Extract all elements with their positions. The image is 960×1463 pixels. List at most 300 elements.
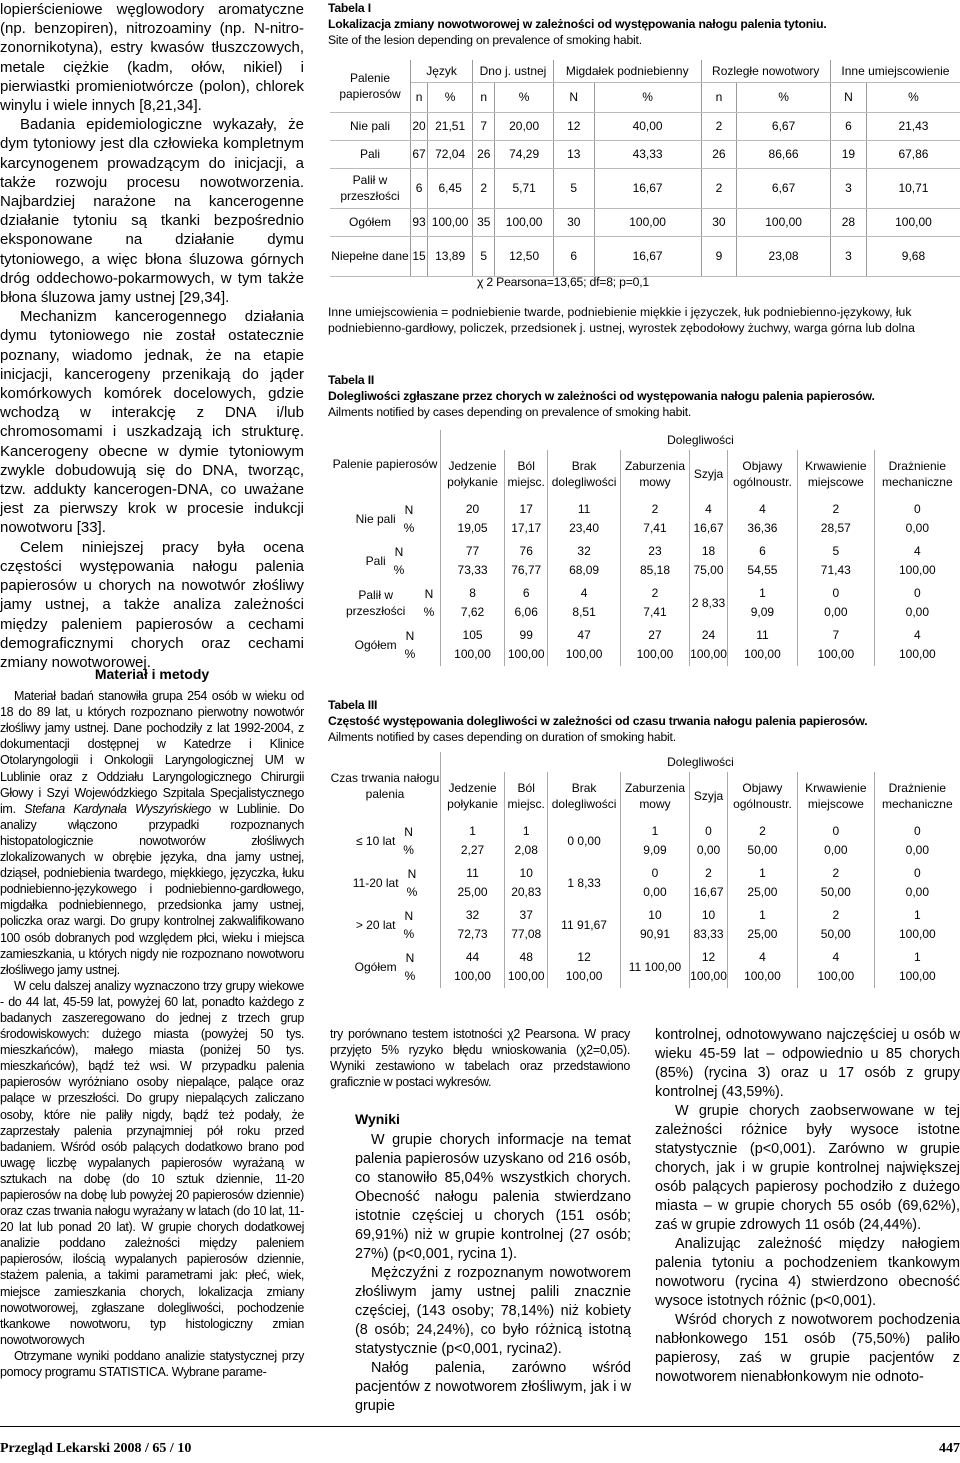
cell: 20	[411, 112, 428, 140]
row-label-text: Pali	[365, 554, 386, 568]
journal-name: Przegląd Lekarski 2008 / 65 / 10	[0, 1441, 192, 1456]
cell: 74,29	[495, 140, 554, 168]
cell-n: 2	[651, 586, 659, 600]
cell: 26	[473, 140, 495, 168]
cell-n: 4	[759, 502, 766, 516]
cell	[798, 582, 875, 624]
cell-pct: 100,00	[636, 647, 674, 661]
cell: 2	[701, 168, 737, 208]
col-header: Zaburzenia mowy	[620, 450, 689, 498]
cell-n: 4	[913, 628, 921, 642]
cell-pct: 100,00	[507, 647, 545, 661]
col-header: Jedzenie połykanie	[441, 450, 505, 498]
table-row	[330, 498, 960, 540]
cell: 30	[553, 208, 594, 236]
cell	[798, 904, 875, 946]
cell: 16,67	[594, 168, 701, 208]
paragraph	[0, 688, 304, 978]
n-pct-marker: N %	[423, 587, 435, 619]
cell-pct: 72,73	[457, 927, 488, 941]
cell: 19	[830, 140, 866, 168]
cell-n: 2	[832, 866, 840, 880]
cell-n: 32	[465, 908, 480, 922]
cell-n: 6	[522, 586, 530, 600]
cell-pct: 68,09	[569, 563, 600, 577]
cell	[548, 946, 620, 988]
cell: 21,43	[866, 112, 960, 140]
table-row	[330, 236, 960, 276]
col-header: Brak dolegliwości	[548, 772, 620, 820]
cell-n: 20	[465, 502, 480, 516]
paragraph: Analizując zależność między nałogiem palenia tytoniu a pochodzeniem tkankowym nowotworu (rycina 4) stwierdzono obecność wysoce istotnych różnic (p<0,001).	[655, 1236, 960, 1309]
cell: 67,86	[866, 140, 960, 168]
cell-n: 4	[759, 950, 766, 964]
cell-pct: 83,33	[693, 927, 724, 941]
paragraph: kontrolnej, odnotowywano najczęściej u osób w wieku 45-59 lat – odpowiednio u 85 chorych (85%) (rycina 3) oraz u 17 osób z grupy kontrolnej (43,59%).	[655, 1027, 960, 1100]
cell-pct: 54,55	[747, 563, 778, 577]
cell-n: 4	[832, 950, 840, 964]
cell	[620, 624, 689, 666]
table-row	[330, 540, 960, 582]
row-label: Nie pali	[330, 112, 411, 140]
paragraph: Mężczyźni z rozpoznanym nowotworem złośliwym jamy ustnej palili znacznie częściej, (143 osoby; 78,14%) niż kobiety (8 osób; 24,24%), co było różnicą istotną statystycznie (p<0,001, rycina2).	[355, 1265, 631, 1357]
sub-header: n	[411, 82, 428, 112]
cell-n: 5	[832, 544, 840, 558]
cell-n: 0	[913, 586, 921, 600]
n-pct-marker: N %	[403, 503, 415, 535]
section-heading: Wyniki	[355, 1111, 400, 1127]
cell-n: 0	[651, 866, 659, 880]
col-header: Ból miejsc.	[505, 772, 548, 820]
cell-pct: 0,00	[643, 885, 667, 899]
row-label	[330, 582, 441, 624]
cell-n: 2	[832, 502, 840, 516]
cell-pct: 100,00	[690, 969, 727, 983]
cell-pct: 36,36	[747, 521, 778, 535]
table1-note: Inne umiejscowienia = podniebienie twarde, podniebienie miękkie i języczek, łuk podniebienno-językowy, łuk podniebienno-gardłowy, policzek, przedsionek j. ustnej, wyrostek zębodołowy żuchwy, warga górna lub dolna	[328, 305, 915, 335]
group-header: Dolegliwości	[667, 433, 734, 447]
cell-n: 0	[832, 586, 840, 600]
cell: 28	[830, 208, 866, 236]
table-title-en: Site of the lesion depending on prevalence of smoking habit.	[328, 33, 642, 47]
cell-n: 0	[705, 824, 712, 838]
cell-pct: 100,00	[898, 563, 936, 577]
cell-n: 1	[469, 824, 476, 838]
cell	[441, 540, 505, 582]
cell-n: 99	[519, 628, 533, 642]
cell: 86,66	[737, 140, 831, 168]
cell-pct: 100,00	[507, 969, 545, 983]
row-label	[330, 904, 441, 946]
stat-methods-text	[330, 1026, 630, 1090]
n-pct-marker: N %	[403, 909, 415, 941]
sub-header: %	[594, 82, 701, 112]
paragraph: Mechanizm kancerogennego działania dymu tytoniowego nie został ostatecznie poznany, wiadomo jednak, że na etapie inicjacji, kancerogeny przenikają do jąder komórkowych komórek docelowych, gdzie wchodzą w interakcję z DNA i/lub chromosomami i uszkadzają ich strukturę. Kancerogeny obecne w dymie tytoniowym zwykle dobudowują się do DNA, tworząc, tzw. addukty kancerogen-DNA, co uważane jest za pierwszy krok w procesie indukcji nowotworu [33].	[0, 308, 304, 537]
row-label-text: Palił w przeszłości	[345, 588, 406, 618]
cell-pct: 100,00	[690, 647, 727, 661]
table-label: Tabela II	[328, 373, 375, 387]
row-label-text: ≤ 10 lat	[356, 834, 396, 848]
table-row	[330, 112, 960, 140]
row-label	[330, 498, 441, 540]
col-header: Krwawienie miejscowe	[798, 450, 875, 498]
cell	[441, 946, 505, 988]
text-italic: Stefana Kardynała Wyszyńskiego	[24, 801, 211, 816]
cell-pct: 25,00	[747, 927, 778, 941]
paragraph: Otrzymane wyniki poddano analizie statystycznej przy pomocy programu STATISTICA. Wybrane parame-	[0, 1348, 304, 1380]
cell-pct: 100,00	[565, 969, 603, 983]
col-header: Objawy ogólnoustr.	[727, 772, 797, 820]
cell-n: 6	[759, 544, 766, 558]
col-header: Drażnienie mechaniczne	[881, 781, 953, 811]
table-row	[330, 168, 960, 208]
cell	[727, 820, 797, 862]
cell-pct: 85,18	[639, 563, 670, 577]
cell: 100,00	[495, 208, 554, 236]
paragraph: lopierścieniowe węglowodory aromatyczne (np. benzopiren), nitrozoaminy (np. N-nitro-zonornikotyna), estry kwasów tłuszczowych, metale ciężkie (kadm, ołów, nikiel) i pierwiastki promieniotwórcze (polon), chlorek winylu i wiele innych [8,21,34].	[0, 1, 304, 115]
cell-n: 4	[913, 544, 921, 558]
cell: 6,45	[428, 168, 473, 208]
cell-pct: 0,00	[824, 843, 848, 857]
cell: 20,00	[495, 112, 554, 140]
cell-n: 1	[759, 866, 766, 880]
cell	[727, 498, 797, 540]
row-label: Niepełne dane	[330, 236, 411, 276]
cell	[798, 946, 875, 988]
cell	[620, 498, 689, 540]
cell: 5	[473, 236, 495, 276]
cell: 3	[830, 168, 866, 208]
n-pct-marker: N %	[403, 825, 414, 857]
cell	[798, 862, 875, 904]
cell-pct: 23,40	[569, 521, 600, 535]
cell-pct: 73,33	[457, 563, 488, 577]
footer-rule	[0, 1426, 960, 1427]
cell: 15	[411, 236, 428, 276]
row-header: Palenie papierosów	[330, 60, 411, 112]
cell-pct: 9,09	[643, 843, 667, 857]
cell	[441, 862, 505, 904]
table-row	[330, 862, 960, 904]
row-label-text: > 20 lat	[355, 918, 396, 932]
cell: 35	[473, 208, 495, 236]
col-header: Język	[411, 60, 473, 82]
n-pct-marker: N %	[393, 545, 405, 577]
row-label: Pali	[330, 140, 411, 168]
cell: 5,71	[495, 168, 554, 208]
cell-pct: 100,00	[454, 969, 491, 983]
cell-n: 4	[705, 502, 712, 516]
cell	[874, 820, 960, 862]
cell-pct: 50,00	[747, 843, 778, 857]
cell: 5	[553, 168, 594, 208]
cell	[505, 862, 548, 904]
cell-pct: 0,00	[905, 605, 929, 619]
cell-pct: 17,17	[511, 521, 542, 535]
cell-pct: 16,67	[693, 521, 724, 535]
table-title: Lokalizacja zmiany nowotworowej w zależności od występowania nałogu palenia tytoniu.	[328, 17, 827, 31]
col-header: Objawy ogólnoustr.	[727, 450, 797, 498]
cell	[620, 820, 689, 862]
methods-section	[0, 666, 304, 1380]
cell-n: 7	[832, 628, 840, 642]
cell: 3	[830, 236, 866, 276]
cell-n: 1	[913, 908, 921, 922]
row-label-text: Nie pali	[355, 512, 396, 526]
cell-pct: 100,00	[898, 927, 936, 941]
cell: 7	[473, 112, 495, 140]
col-header: Jedzenie połykanie	[441, 772, 505, 820]
cell	[690, 862, 728, 904]
cell: 6,67	[737, 112, 831, 140]
col-header: Rozległe nowotwory	[701, 60, 830, 82]
cell-n: 77	[465, 544, 480, 558]
table2-caption	[328, 372, 960, 420]
cell	[620, 582, 689, 624]
table-label: Tabela III	[328, 698, 378, 712]
cell	[874, 862, 960, 904]
cell-n: 2	[651, 502, 659, 516]
row-label	[330, 862, 441, 904]
cell: 2	[701, 112, 737, 140]
cell-pct: 25,00	[747, 885, 778, 899]
cell: 6	[553, 236, 594, 276]
cell	[548, 498, 620, 540]
cell	[874, 624, 960, 666]
cell-n: 37	[519, 908, 533, 922]
cell	[727, 582, 797, 624]
paragraph: try porównano testem istotności χ2 Pearsona. W pracy przyjęto 5% ryzyko błędu wnioskowania (χ2=0,05). Wyniki zestawiono w tabelach oraz przedstawiono graficznie w postaci wykresów.	[330, 1027, 630, 1090]
cell	[798, 820, 875, 862]
cell-n: 1	[913, 950, 921, 964]
table2	[330, 430, 960, 666]
cell-pct: 25,00	[457, 885, 488, 899]
cell: 9	[701, 236, 737, 276]
cell	[505, 624, 548, 666]
cell	[874, 946, 960, 988]
cell	[690, 820, 728, 862]
cell: 23,08	[737, 236, 831, 276]
left-column	[0, 0, 304, 672]
cell: 12	[553, 112, 594, 140]
cell: 11 91,67	[548, 904, 620, 946]
cell-pct: 100,00	[744, 647, 781, 661]
text: w Lublinie. Do analizy włączono przypadki rozpoznanych histopatologicznie nowotworów złośliwych zlokalizowanych w obrębie języka, dna jamy ustnej, dziąseł, podniebienia twardego, miękkiego, języczka, łuku podniebienno-językowego i podniebienno-gardłowego, migdałka podniebiennego, przedsionka jamy ustnej, policzka oraz wargi. Do grupy kontrolnej zakwalifikowano 100 osób dobranych pod względem płci, wieku i miejsca zamieszkania, u których nigdy nie rozpoznano nowotworu złośliwego jamy ustnej.	[0, 801, 304, 977]
cell: 43,33	[594, 140, 701, 168]
col-header: Drażnienie mechaniczne	[881, 459, 953, 489]
n-pct-marker: N %	[404, 629, 416, 661]
right-column	[655, 1026, 960, 1387]
sub-header: %	[495, 82, 554, 112]
cell	[727, 862, 797, 904]
cell-pct: 100,00	[817, 969, 855, 983]
cell-n: 18	[701, 544, 716, 558]
cell	[441, 904, 505, 946]
col-header: Inne umiejscowienie	[830, 60, 960, 82]
cell-n: 0	[832, 824, 840, 838]
cell-n: 0	[913, 502, 921, 516]
table3-caption	[328, 697, 960, 745]
cell	[505, 540, 548, 582]
cell-pct: 7,41	[643, 521, 667, 535]
cell: 26	[701, 140, 737, 168]
cell-pct: 20,83	[511, 885, 542, 899]
cell: 0 0,00	[548, 820, 620, 862]
row-label-text: 11-20 lat	[352, 876, 399, 890]
col-header: Migdałek podniebienny	[553, 60, 701, 82]
sub-header: N	[553, 82, 594, 112]
row-label: Palił w przeszłości	[330, 168, 411, 208]
cell-n: 24	[701, 628, 716, 642]
cell	[690, 946, 728, 988]
paragraph: Celem niniejszej pracy była ocena częstości występowania nałogu palenia papierosów u chorych na nowotwór złośliwy jamy ustnej, a także analiza zależności między paleniem papierosów a cechami demograficznymi chorych oraz cechami zmiany nowotworowej.	[0, 538, 304, 671]
cell-pct: 0,00	[696, 843, 721, 857]
cell: 12,50	[495, 236, 554, 276]
cell	[548, 540, 620, 582]
cell	[798, 540, 875, 582]
table-label: Tabela I	[328, 1, 371, 15]
table-row	[330, 624, 960, 666]
cell-n: 4	[580, 586, 588, 600]
row-label-text: Ogółem	[354, 960, 397, 974]
cell-n: 10	[648, 908, 662, 922]
group-header: Dolegliwości	[667, 755, 734, 769]
cell	[874, 582, 960, 624]
col-header: Szyja	[690, 772, 728, 820]
cell-pct: 28,57	[820, 521, 851, 535]
cell-n: 48	[519, 950, 533, 964]
cell	[441, 498, 505, 540]
row-label	[330, 540, 441, 582]
cell-pct: 2,27	[460, 843, 485, 857]
cell-pct: 7,62	[460, 605, 485, 619]
sub-header: %	[428, 82, 473, 112]
cell	[690, 498, 728, 540]
col-header: Ból miejsc.	[505, 450, 548, 498]
cell: 100,00	[737, 208, 831, 236]
n-pct-marker: N %	[406, 867, 418, 899]
cell	[690, 540, 728, 582]
cell-n: 0	[913, 866, 921, 880]
table-row	[330, 140, 960, 168]
paragraph: Badania epidemiologiczne wykazały, że dym tytoniowy jest dla człowieka kompletnym karcynogenem prowadzącym do inicjacji, a także rozwoju procesu nowotworzenia. Najbardziej narażone na kancerogenne działanie tytoniu są tkanki bezpośrednio eksponowane na działanie dymu tytoniowego, a więc błona śluzowa górnych dróg oddechowo-pokarmowych, w tym także błona śluzowa jamy ustnej [29,34].	[0, 116, 304, 307]
table-row	[330, 208, 960, 236]
paragraph: Nałóg palenia, zarówno wśród pacjentów z nowotworem złośliwym, jak i w grupie	[355, 1360, 631, 1414]
table-row	[330, 820, 960, 862]
table-row	[330, 946, 960, 988]
col-header: Krwawienie miejscowe	[798, 772, 875, 820]
cell	[727, 540, 797, 582]
cell: 2	[473, 168, 495, 208]
cell	[798, 498, 875, 540]
cell-n: 12	[577, 950, 591, 964]
cell: 6,67	[737, 168, 831, 208]
paragraph: W grupie chorych informacje na temat palenia papierosów uzyskano od 216 osób, co stanowiło 85,04% wszystkich chorych. Obecność nałogu palenia stwierdzano istotnie częściej u chorych (151 osób; 69,91%) niż w grupie kontrolnej (27 osób; 27%) (p<0,001, rycina 1).	[355, 1132, 632, 1262]
cell-n: 12	[701, 950, 716, 964]
cell-n: 11	[577, 502, 591, 516]
table1-caption	[328, 0, 960, 48]
cell-pct: 0,00	[905, 521, 929, 535]
cell-n: 11	[756, 628, 769, 642]
cell: 100,00	[428, 208, 473, 236]
section-heading: Materiał i metody	[94, 666, 210, 682]
cell	[441, 820, 505, 862]
col-header: Szyja	[690, 450, 728, 498]
cell: 67	[411, 140, 428, 168]
cell-n: 47	[577, 628, 591, 642]
cell-n: 2	[832, 908, 840, 922]
cell-n: 105	[462, 628, 483, 642]
cell-pct: 50,00	[820, 885, 851, 899]
cell	[441, 582, 505, 624]
cell-pct: 50,00	[820, 927, 851, 941]
table-title: Częstość występowania dolegliwości w zależności od czasu trwania nałogu palenia papierosów.	[328, 714, 868, 728]
cell-pct: 0,00	[905, 843, 929, 857]
paragraph: W celu dalszej analizy wyznaczono trzy grupy wiekowe - do 44 lat, 45-59 lat, powyżej 60 lat, ponadto każdego z badanych zaszeregowano do jednej z trzech grup środowiskowych: dużego miasta (powyżej 50 tys. mieszkańców), małego miasta (poniżej 50 tys. mieszkańców), bądź też wsi. W przypadku palenia papierosów wyróżniano osoby niepalące, palące oraz palące w przeszłości. Do grupy niepalących zaliczano osoby, które nie paliły nigdy, bądź też podały, że zaprzestały palenia przynajmniej pół roku przed badaniem. Wśród osób palących dodatkowo brano pod uwagę liczbę wypalanych papierosów wyrażaną w sztukach na dobę (do 10 sztuk dziennie, 11-20 papierosów na dobę lub powyżej 20 papierosów dziennie) oraz czas trwania nałogu wyrażany w latach (do 10 lat, 11-20 lat lub ponad 20 lat). W grupie chorych dodatkowej analizie poddano zależności między paleniem papierosów, ilością wypalanych papierosów dziennie, stażem palenia, a takimi parametrami jak: płeć, wiek, miejsce zamieszkania chorych, lokalizacja zmiany nowotworowej, zgłaszane dolegliwości, pochodzenie tkankowe nowotworu, typ histologiczny zmian nowotworowych	[0, 978, 304, 1347]
cell-n: 1	[651, 824, 659, 838]
n-pct-marker: N %	[404, 951, 416, 983]
cell	[727, 624, 797, 666]
row-label-text: Ogółem	[354, 638, 397, 652]
row-header: Palenie papierosów	[330, 430, 441, 498]
cell: 100,00	[594, 208, 701, 236]
cell	[505, 582, 548, 624]
cell: 6	[411, 168, 428, 208]
cell	[798, 624, 875, 666]
sub-header: %	[737, 82, 831, 112]
table-row	[330, 904, 960, 946]
cell-n: 11	[466, 866, 479, 880]
table-title-en: Ailments notified by cases depending on duration of smoking habit.	[328, 730, 676, 744]
cell-n: 23	[648, 544, 662, 558]
sub-header: %	[866, 82, 960, 112]
cell-pct: 100,00	[898, 969, 936, 983]
cell: 9,68	[866, 236, 960, 276]
cell	[505, 820, 548, 862]
text: Materiał badań stanowiła grupa 254 osób w wieku od 18 do 89 lat, u których rozpoznano pierwotny nowotwór złośliwy jamy ustnej. Dane pochodziły z lat 1992-2004, z dokumentacji dostępnej w Katedrze i Klinice Otolaryngologii i Onkologii Laryngologicznej UM w Lublinie oraz z Oddziału Laryngologicznego Chirurgii Głowy i Szyi Wojewódzkiego Szpitala Specjalistycznego im.	[0, 689, 304, 816]
cell: 72,04	[428, 140, 473, 168]
page-number: 447	[939, 1441, 960, 1456]
cell	[690, 904, 728, 946]
cell: 16,67	[594, 236, 701, 276]
table-title: Dolegliwości zgłaszane przez chorych w zależności od występowania nałogu palenia papierosów.	[328, 389, 875, 403]
cell	[690, 624, 728, 666]
cell-pct: 90,91	[639, 927, 670, 941]
cell-n: 0	[913, 824, 921, 838]
cell-pct: 71,43	[820, 563, 851, 577]
cell: 13,89	[428, 236, 473, 276]
sub-header: N	[830, 82, 866, 112]
cell-pct: 0,00	[824, 605, 848, 619]
row-header: Czas trwania nałogu palenia	[330, 752, 441, 820]
cell-pct: 6,06	[514, 605, 538, 619]
cell-pct: 76,77	[511, 563, 542, 577]
cell-n: 10	[519, 866, 533, 880]
row-label	[330, 820, 441, 862]
cell	[874, 540, 960, 582]
table3	[330, 752, 960, 988]
cell-n: 2	[759, 824, 766, 838]
cell: 6	[830, 112, 866, 140]
cell-pct: 100,00	[898, 647, 936, 661]
cell	[548, 624, 620, 666]
cell-n: 17	[519, 502, 533, 516]
cell-pct: 8,51	[572, 605, 596, 619]
cell	[505, 946, 548, 988]
chi-square: χ 2 Pearsona=13,65; df=8; p=0,1	[477, 275, 649, 289]
col-header: Dno j. ustnej	[473, 60, 554, 82]
cell: 21,51	[428, 112, 473, 140]
